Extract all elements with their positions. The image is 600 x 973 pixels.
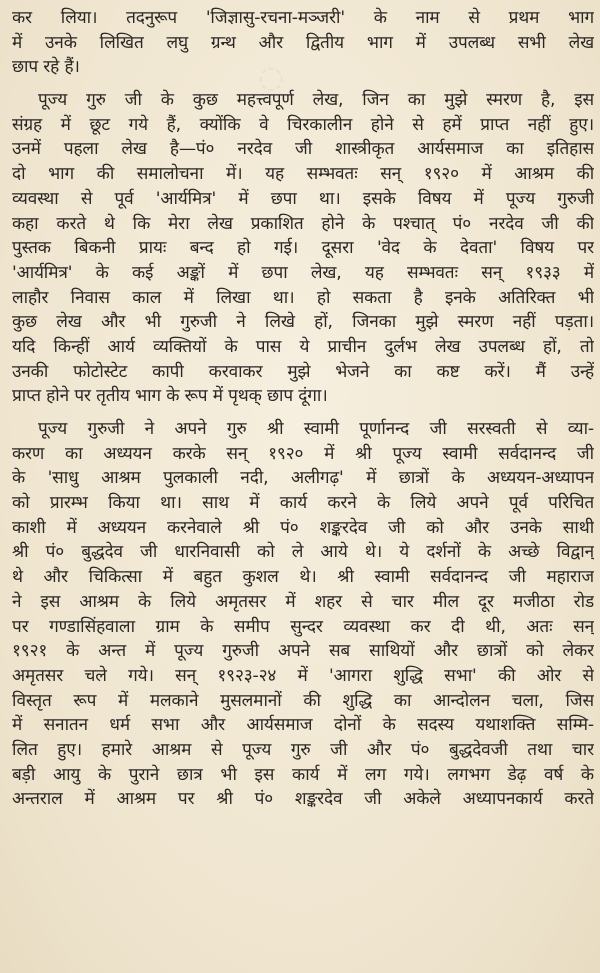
text-line: पर गण्डासिंहवाला ग्राम के समीप सुन्दर व्यवस्था कर दी थी, अतः सन् xyxy=(12,616,594,637)
text-line: उनकी फोटोस्टेट कापी करवाकर मुझे भेजने का कष्ट करें। मैं उन्हें xyxy=(12,361,594,382)
text-line: छाप रहे हैं। xyxy=(12,57,80,78)
text-line: यदि किन्हीं आर्य व्यक्तियों के पास ये प्राचीन दुर्लभ लेख उपलब्ध हों, तो xyxy=(12,336,594,357)
bleed-through-mark: ◌ xyxy=(258,60,285,95)
text-line: कर लिया। तदनुरूप 'जिज्ञासु-रचना-मञ्जरी' के नाम से प्रथम भाग xyxy=(12,8,594,28)
paragraph-gap xyxy=(12,409,594,417)
text-line: में सनातन धर्म सभा और आर्यसमाज दोनों के सदस्य यथाशक्ति सम्मि- xyxy=(12,715,594,736)
text-line: लाहौर निवास काल में लिखा था। हो सकता है इनके अतिरिक्त भी xyxy=(12,287,594,308)
text-line: को प्रारम्भ किया था। साथ में कार्य करने के लिये अपने पूर्व परिचित xyxy=(12,493,594,514)
text-line: अन्तराल में आश्रम पर श्री पं० शङ्करदेव जी अकेले अध्यापनकार्य करते xyxy=(12,789,594,810)
text-line: कुछ लेख और भी गुरुजी ने लिखे हों, जिनका मुझे स्मरण नहीं पड़ता। xyxy=(12,312,594,333)
text-line: उनमें पहला लेख है—पं० नरदेव जी शास्त्रीकृत आर्यसमाज का इतिहास xyxy=(12,139,594,160)
text-line: पूज्य गुरुजी ने अपने गुरु श्री स्वामी पूर्णानन्द जी सरस्वती से व्या- xyxy=(38,419,594,439)
text-line: थे और चिकित्सा में बहुत कुशल थे। श्री स्वामी सर्वदानन्द जी महाराज xyxy=(12,567,594,588)
text-line: विस्तृत रूप में मलकाने मुसलमानों की शुद्धि का आन्दोलन चला, जिस xyxy=(12,690,594,711)
paragraph-2 xyxy=(12,88,594,409)
text-line: बड़ी आयु के पुराने छात्र भी इस कार्य में लग गये। लगभग डेढ़ वर्ष के xyxy=(12,764,594,785)
text-line: संग्रह में छूट गये हैं, क्योंकि वे चिरकालीन होने से हमें प्राप्त नहीं हुए। xyxy=(12,114,594,135)
text-line: पुस्तक बिकनी प्रायः बन्द हो गई। दूसरा 'वेद के देवता' विषय पर xyxy=(12,238,594,259)
text-line: श्री पं० बुद्धदेव जी धारनिवासी को ले आये थे। ये दर्शनों के अच्छे विद्वान् xyxy=(12,542,594,563)
text-line: अमृतसर चले गये। सन् १९२३-२४ में 'आगरा शुद्धि सभा' की ओर से xyxy=(12,665,594,686)
text-line: ने इस आश्रम के लिये अमृतसर में शहर से चार मील दूर मजीठा रोड xyxy=(12,591,594,612)
text-line: 'आर्यमित्र' के कई अङ्कों में छपा लेख, यह सम्भवतः सन् १९३३ में xyxy=(12,262,594,283)
text-line: काशी में अध्ययन करनेवाले श्री पं० शङ्करदेव जी को और उनके साथी xyxy=(12,517,594,538)
text-line: प्राप्त होने पर तृतीय भाग के रूप में पृथक् छाप दूंगा। xyxy=(12,386,328,407)
text-line: लित हुए। हमारे आश्रम से पूज्य गुरु जी और पं० बुद्धदेवजी तथा चार xyxy=(12,739,594,760)
text-line: कहा करते थे कि मेरा लेख प्रकाशित होने के पश्चात् पं० नरदेव जी की xyxy=(12,213,594,234)
paragraph-1 xyxy=(12,6,594,80)
text-line: पूज्य गुरु जी के कुछ महत्त्वपूर्ण लेख, जिन का मुझे स्मरण है, इस xyxy=(38,90,594,111)
text-line: दो भाग की समालोचना में। यह सम्भवतः सन् १९२० में आश्रम की xyxy=(12,164,594,185)
text-line: व्यवस्था से पूर्व 'आर्यमित्र' में छपा था। इसके विषय में पूज्य गुरुजी xyxy=(12,188,594,209)
paragraph-gap xyxy=(12,80,594,88)
text-line: के 'साधु आश्रम पुलकाली नदी, अलीगढ़' में छात्रों के अध्ययन-अध्यापन xyxy=(12,468,594,489)
text-line: में उनके लिखित लघु ग्रन्थ और द्वितीय भाग में उपलब्ध सभी लेख xyxy=(12,32,594,53)
text-line: करण का अध्ययन करके सन् १९२० में श्री पूज्य स्वामी सर्वदानन्द जी xyxy=(12,443,594,464)
text-line: १९२१ के अन्त में पूज्य गुरुजी अपने सब साथियों और छात्रों को लेकर xyxy=(12,641,594,662)
paragraph-3 xyxy=(12,417,594,812)
